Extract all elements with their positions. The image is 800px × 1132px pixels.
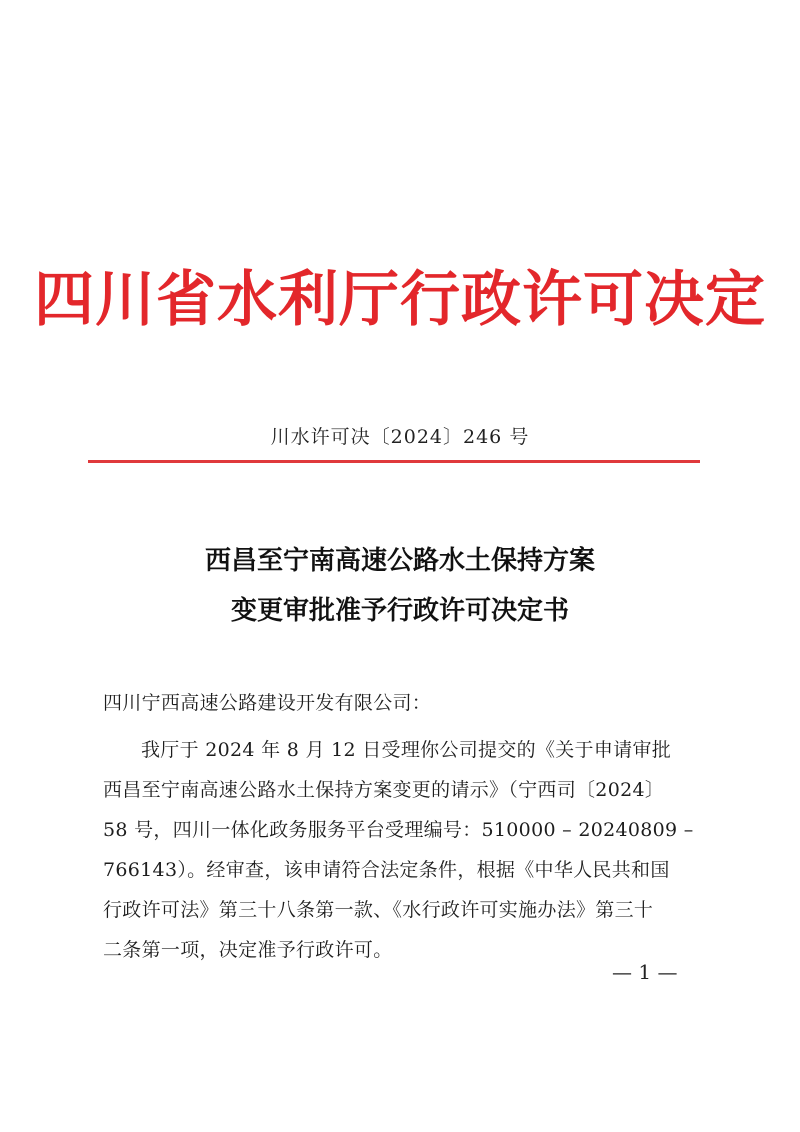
body-line-2: 西昌至宁南高速公路水土保持方案变更的请示》（宁西司〔2024〕 — [103, 779, 665, 801]
decision-title-line-1: 西昌至宁南高速公路水土保持方案 — [204, 546, 595, 576]
body-line-3: 58 号，四川一体化政务服务平台受理编号：510000 – 20240809 – — [103, 819, 694, 841]
recipient-line: 四川宁西高速公路建设开发有限公司： — [103, 692, 432, 714]
document-header-title: 四川省水利厅行政许可决定 — [34, 265, 766, 335]
document-number: 川水许可决〔2024〕246 号 — [270, 426, 530, 448]
body-line-4: 766143）。经审查，该申请符合法定条件，根据《中华人民共和国 — [103, 859, 670, 881]
decision-title-line-2: 变更审批准予行政许可决定书 — [230, 596, 569, 626]
page-number: — 1 — — [612, 960, 678, 984]
body-line-1: 我厅于 2024 年 8 月 12 日受理你公司提交的《关于申请审批 — [141, 739, 672, 761]
body-line-5: 行政许可法》第三十八条第一款、《水行政许可实施办法》第三十 — [103, 899, 654, 921]
body-line-6: 二条第一项，决定准予行政许可。 — [103, 939, 393, 961]
red-divider-line — [88, 460, 700, 463]
